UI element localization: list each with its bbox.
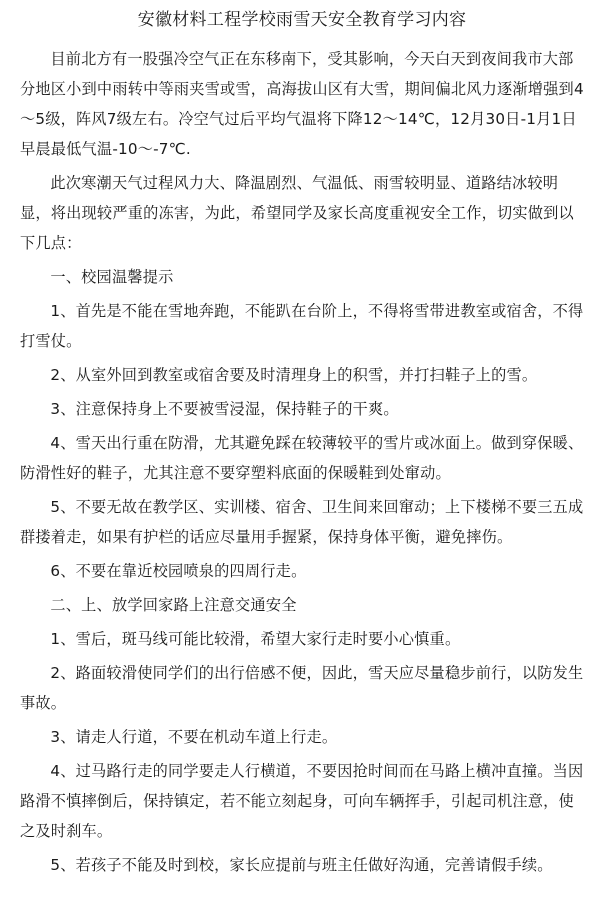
campus-item-2: 2、从室外回到教室或宿舍要及时清理身上的积雪，并打扫鞋子上的雪。 — [50, 366, 538, 384]
traffic-item-2: 2、路面较滑使同学们的出行倍感不便，因此，雪天应尽量稳步前行，以防发生事故。 — [20, 664, 584, 712]
section-heading-traffic: 二、上、放学回家路上注意交通安全 — [50, 596, 297, 614]
campus-item-3: 3、注意保持身上不要被雪浸湿，保持鞋子的干爽。 — [50, 400, 399, 418]
traffic-item-1: 1、雪后，斑马线可能比较滑，希望大家行走时要小心慎重。 — [50, 630, 461, 648]
campus-item-5: 5、不要无故在教学区、实训楼、宿舍、卫生间来回窜动；上下楼梯不要三五成群搂着走，如果有护栏的话应尽量用手握紧，保持身体平衡，避免摔伤。 — [20, 498, 584, 546]
campus-item-6: 6、不要在靠近校园喷泉的四周行走。 — [50, 562, 307, 580]
intro-paragraph-1: 目前北方有一股强冷空气正在东移南下，受其影响，今天白天到夜间我市大部分地区小到中雨转中等雨夹雪或雪，高海拔山区有大雪，期间偏北风力逐渐增强到4～5级，阵风7级左右。冷空气过后平均气温将下降12～14℃，12月30日-1月1日早晨最低气温-10～-7℃. — [20, 50, 584, 158]
document-title: 安徽材料工程学校雨雪天安全教育学习内容 — [137, 10, 467, 30]
campus-item-1: 1、首先是不能在雪地奔跑，不能趴在台阶上，不得将雪带进教室或宿舍，不得打雪仗。 — [20, 302, 584, 350]
campus-item-4: 4、雪天出行重在防滑，尤其避免踩在较薄较平的雪片或冰面上。做到穿保暖、防滑性好的鞋子，尤其注意不要穿塑料底面的保暖鞋到处窜动。 — [20, 434, 584, 482]
intro-paragraph-2: 此次寒潮天气过程风力大、降温剧烈、气温低、雨雪较明显、道路结冰较明显，将出现较严重的冻害，为此，希望同学及家长高度重视安全工作，切实做到以下几点： — [20, 174, 574, 252]
section-heading-campus: 一、校园温馨提示 — [50, 268, 174, 286]
traffic-item-5: 5、若孩子不能及时到校，家长应提前与班主任做好沟通，完善请假手续。 — [50, 856, 553, 874]
traffic-item-4: 4、过马路行走的同学要走人行横道，不要因抢时间而在马路上横冲直撞。当因路滑不慎摔倒后，保持镇定，若不能立刻起身，可向车辆挥手，引起司机注意，使之及时刹车。 — [20, 762, 584, 840]
traffic-item-3: 3、请走人行道，不要在机动车道上行走。 — [50, 728, 338, 746]
